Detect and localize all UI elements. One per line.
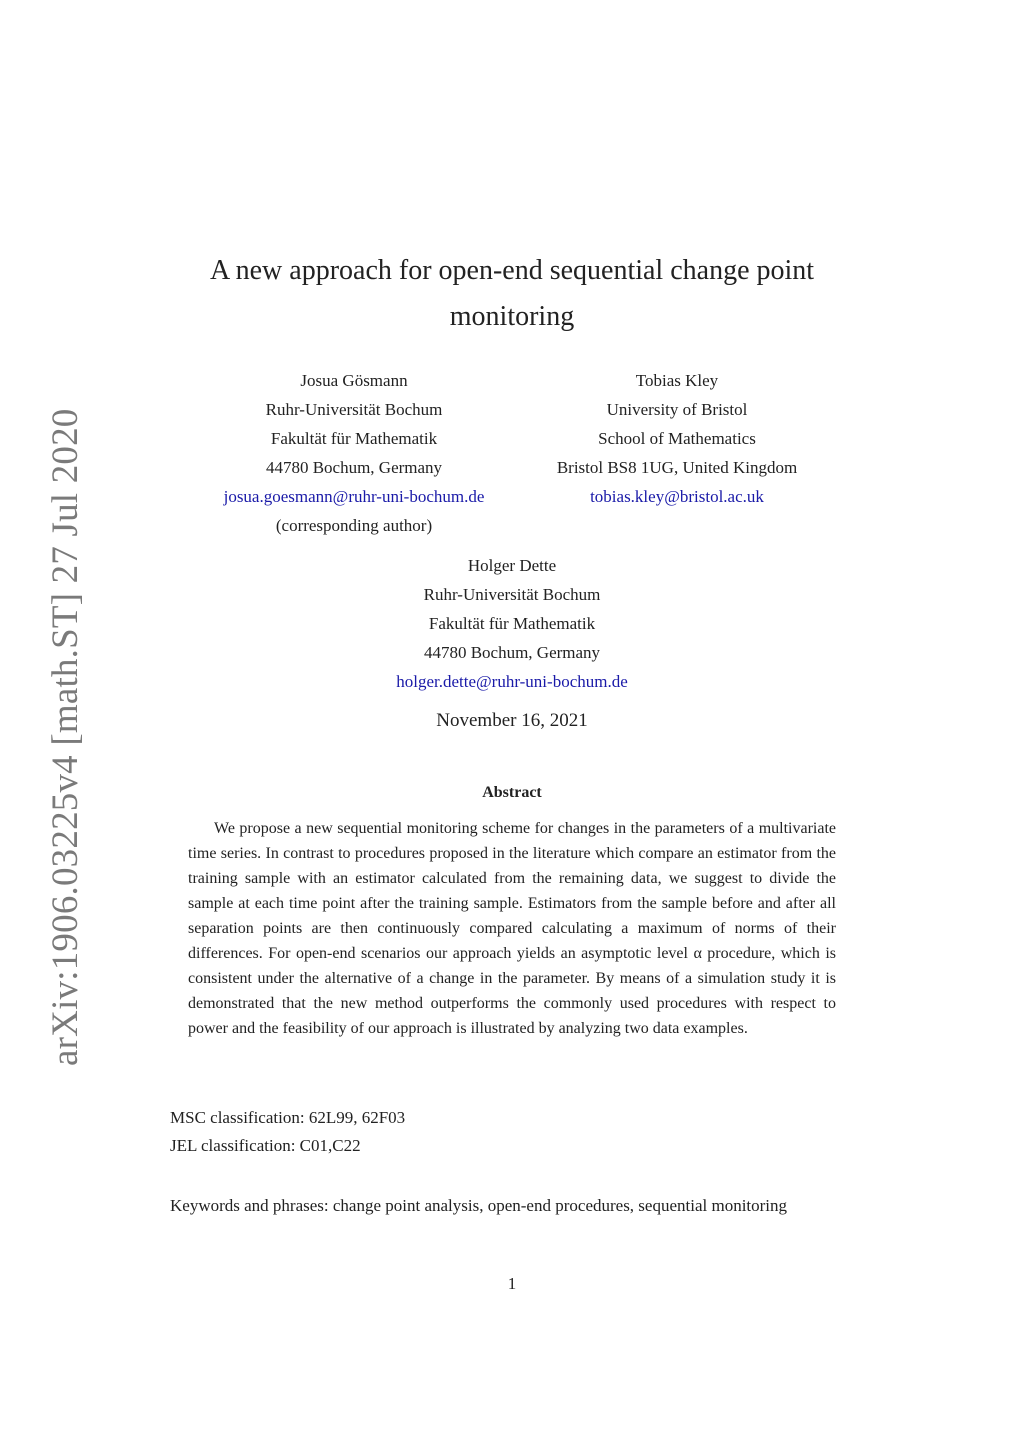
author-email-link[interactable]: tobias.kley@bristol.ac.uk — [590, 487, 764, 506]
abstract-text: We propose a new sequential monitoring scheme for changes in the parameters of a multivariate time series. In contrast to procedures proposed in the literature which compare an estimator from the training sample with an estimator calculated from the remaining data, we suggest to divide the sample at each time point after the training sample. Estimators from the sample before and after all separation points are then continuously compared calculating a maximum of norms of their differences. For open-end scenarios our approach yields an asymptotic level α procedure, which is consistent under the alternative of a change in the parameter. By means of a simulation study it is demonstrated that the new method outperforms the commonly used procedures with respect to power and the feasibility of our approach is illustrated by analyzing two data examples. — [188, 820, 836, 1037]
author-department: School of Mathematics — [598, 429, 756, 448]
title-line-1: A new approach for open-end sequential change point — [209, 255, 815, 286]
author-department: Fakultät für Mathematik — [270, 429, 438, 448]
author-address: 44780 Bochum, Germany — [265, 458, 443, 477]
author-name: Holger Dette — [467, 556, 557, 575]
author-name: Josua Gösmann — [300, 371, 408, 390]
author-block-kley — [527, 366, 827, 511]
author-affiliation: Ruhr-Universität Bochum — [423, 585, 601, 604]
paper-title — [150, 248, 874, 340]
author-email-link[interactable]: holger.dette@ruhr-uni-bochum.de — [396, 672, 628, 691]
author-address: 44780 Bochum, Germany — [423, 643, 601, 662]
arxiv-identifier-stamp: arXiv:1906.03225v4 [math.ST] 27 Jul 2020 — [45, 408, 86, 1066]
author-name: Tobias Kley — [635, 371, 719, 390]
jel-classification: JEL classification: C01,C22 — [170, 1136, 361, 1155]
msc-classification: MSC classification: 62L99, 62F03 — [170, 1108, 406, 1127]
title-line-2: monitoring — [449, 301, 575, 332]
corresponding-author-note: (corresponding author) — [275, 516, 433, 535]
author-affiliation: Ruhr-Universität Bochum — [265, 400, 443, 419]
author-address: Bristol BS8 1UG, United Kingdom — [556, 458, 798, 477]
author-block-goesmann — [204, 366, 504, 540]
author-affiliation: University of Bristol — [606, 400, 748, 419]
keywords-and-phrases: Keywords and phrases: change point analysis, open-end procedures, sequential monitoring — [170, 1196, 788, 1215]
publication-date: November 16, 2021 — [436, 710, 588, 731]
author-block-dette — [362, 551, 662, 696]
page-number: 1 — [507, 1274, 517, 1293]
abstract-heading: Abstract — [482, 784, 542, 801]
author-email-link[interactable]: josua.goesmann@ruhr-uni-bochum.de — [223, 487, 485, 506]
author-department: Fakultät für Mathematik — [428, 614, 596, 633]
